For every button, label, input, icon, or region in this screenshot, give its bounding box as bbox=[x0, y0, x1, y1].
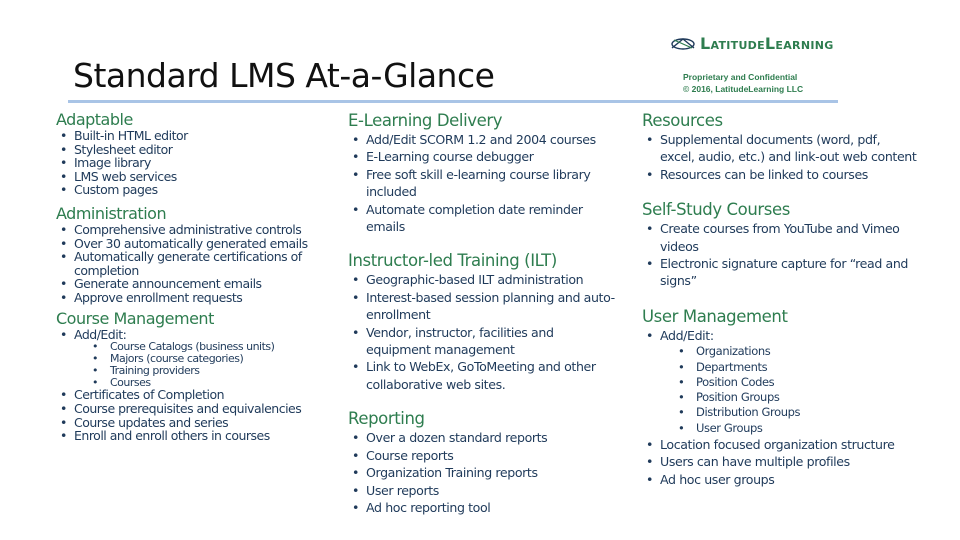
list-item: • Users can have multiple profiles bbox=[642, 453, 917, 470]
list-item: • Custom pages bbox=[56, 183, 318, 197]
add-edit-label: Add/Edit: bbox=[660, 327, 714, 343]
add-edit-label: Add/Edit: bbox=[74, 326, 127, 342]
list-item: • Image library bbox=[56, 156, 318, 170]
list-item: • Link to WebEx, GoToMeeting and other collaborative web sites. bbox=[348, 358, 618, 393]
list-item: • Resources can be linked to courses bbox=[642, 166, 917, 183]
reporting-list bbox=[348, 429, 618, 516]
title-divider bbox=[68, 100, 838, 103]
elearning-list bbox=[348, 131, 618, 235]
list-item: • Organization Training reports bbox=[348, 464, 618, 481]
list-item bbox=[642, 327, 917, 436]
list-item: • Location focused organization structure bbox=[642, 436, 917, 453]
list-item: • Generate announcement emails bbox=[56, 277, 318, 291]
sub-list-item: • Distribution Groups bbox=[660, 405, 917, 420]
sub-list-item: • Departments bbox=[660, 360, 917, 375]
list-item: • Course reports bbox=[348, 447, 618, 464]
section-title-adaptable: Adaptable bbox=[56, 110, 133, 129]
list-item: • Approve enrollment requests bbox=[56, 291, 318, 305]
column-middle bbox=[348, 110, 618, 516]
resources-list bbox=[642, 131, 917, 183]
section-title-user-management: User Management bbox=[642, 306, 788, 326]
course-management-sublist bbox=[74, 341, 318, 388]
list-item: • Add/Edit SCORM 1.2 and 2004 courses bbox=[348, 131, 618, 148]
list-item: • Create courses from YouTube and Vimeo videos bbox=[642, 220, 917, 255]
confidential-line: Proprietary and Confidential bbox=[683, 72, 798, 82]
list-item: • Interest-based session planning and auto-enrollment bbox=[348, 289, 618, 324]
list-item: • Course prerequisites and equivalencies bbox=[56, 402, 318, 416]
list-item: • Ad hoc user groups bbox=[642, 471, 917, 488]
page-title: Standard LMS At-a-Glance bbox=[73, 56, 495, 95]
list-item: • LMS web services bbox=[56, 170, 318, 184]
list-item: • Automate completion date reminder emails bbox=[348, 201, 618, 236]
section-title-course-management: Course Management bbox=[56, 308, 214, 328]
list-item: • E-Learning course debugger bbox=[348, 148, 618, 165]
column-left bbox=[56, 110, 318, 443]
sub-list-item: • Course Catalogs (business units) bbox=[74, 341, 318, 353]
logo-wordmark: LatitudeLearning bbox=[700, 34, 834, 53]
section-title-administration: Administration bbox=[56, 203, 167, 223]
list-item: • Automatically generate certifications of completion bbox=[56, 250, 318, 277]
section-title-elearning: E-Learning Delivery bbox=[348, 111, 503, 130]
section-title-reporting: Reporting bbox=[348, 409, 425, 429]
section-title-resources: Resources bbox=[642, 111, 723, 130]
list-item: • Geographic-based ILT administration bbox=[348, 271, 618, 288]
sub-list-item: • Training providers bbox=[74, 365, 318, 377]
course-management-list bbox=[56, 328, 318, 443]
adaptable-list bbox=[56, 129, 318, 197]
list-item bbox=[56, 328, 318, 389]
copyright-line: © 2016, LatitudeLearning LLC bbox=[683, 84, 804, 94]
user-management-list bbox=[642, 327, 917, 488]
self-study-list bbox=[642, 220, 917, 290]
list-item: • Stylesheet editor bbox=[56, 143, 318, 157]
list-item: • Course updates and series bbox=[56, 416, 318, 430]
column-right bbox=[642, 110, 917, 488]
sub-list-item: • Position Groups bbox=[660, 390, 917, 405]
administration-list bbox=[56, 223, 318, 305]
globe-swoosh-icon bbox=[670, 36, 696, 52]
user-management-sublist bbox=[660, 344, 917, 436]
list-item: • Certificates of Completion bbox=[56, 388, 318, 402]
list-item: • Built-in HTML editor bbox=[56, 129, 318, 143]
list-item: • Ad hoc reporting tool bbox=[348, 499, 618, 516]
list-item: • Comprehensive administrative controls bbox=[56, 223, 318, 237]
list-item: • Vendor, instructor, facilities and equipment management bbox=[348, 324, 618, 359]
list-item: • Free soft skill e-learning course library included bbox=[348, 166, 618, 201]
sub-list-item: • Organizations bbox=[660, 344, 917, 359]
sub-list-item: • Majors (course categories) bbox=[74, 353, 318, 365]
company-logo bbox=[670, 34, 834, 53]
sub-list-item: • Position Codes bbox=[660, 375, 917, 390]
list-item: • Over a dozen standard reports bbox=[348, 429, 618, 446]
list-item: • Electronic signature capture for “read and signs” bbox=[642, 255, 917, 290]
confidential-notice bbox=[683, 71, 803, 95]
sub-list-item: • Courses bbox=[74, 377, 318, 389]
ilt-list bbox=[348, 271, 618, 393]
section-title-self-study: Self-Study Courses bbox=[642, 200, 790, 220]
list-item: • User reports bbox=[348, 482, 618, 499]
section-title-ilt: Instructor-led Training (ILT) bbox=[348, 251, 557, 271]
list-item: • Supplemental documents (word, pdf, excel, audio, etc.) and link-out web content bbox=[642, 131, 917, 166]
list-item: • Over 30 automatically generated emails bbox=[56, 237, 318, 251]
sub-list-item: • User Groups bbox=[660, 421, 917, 436]
list-item: • Enroll and enroll others in courses bbox=[56, 429, 318, 443]
